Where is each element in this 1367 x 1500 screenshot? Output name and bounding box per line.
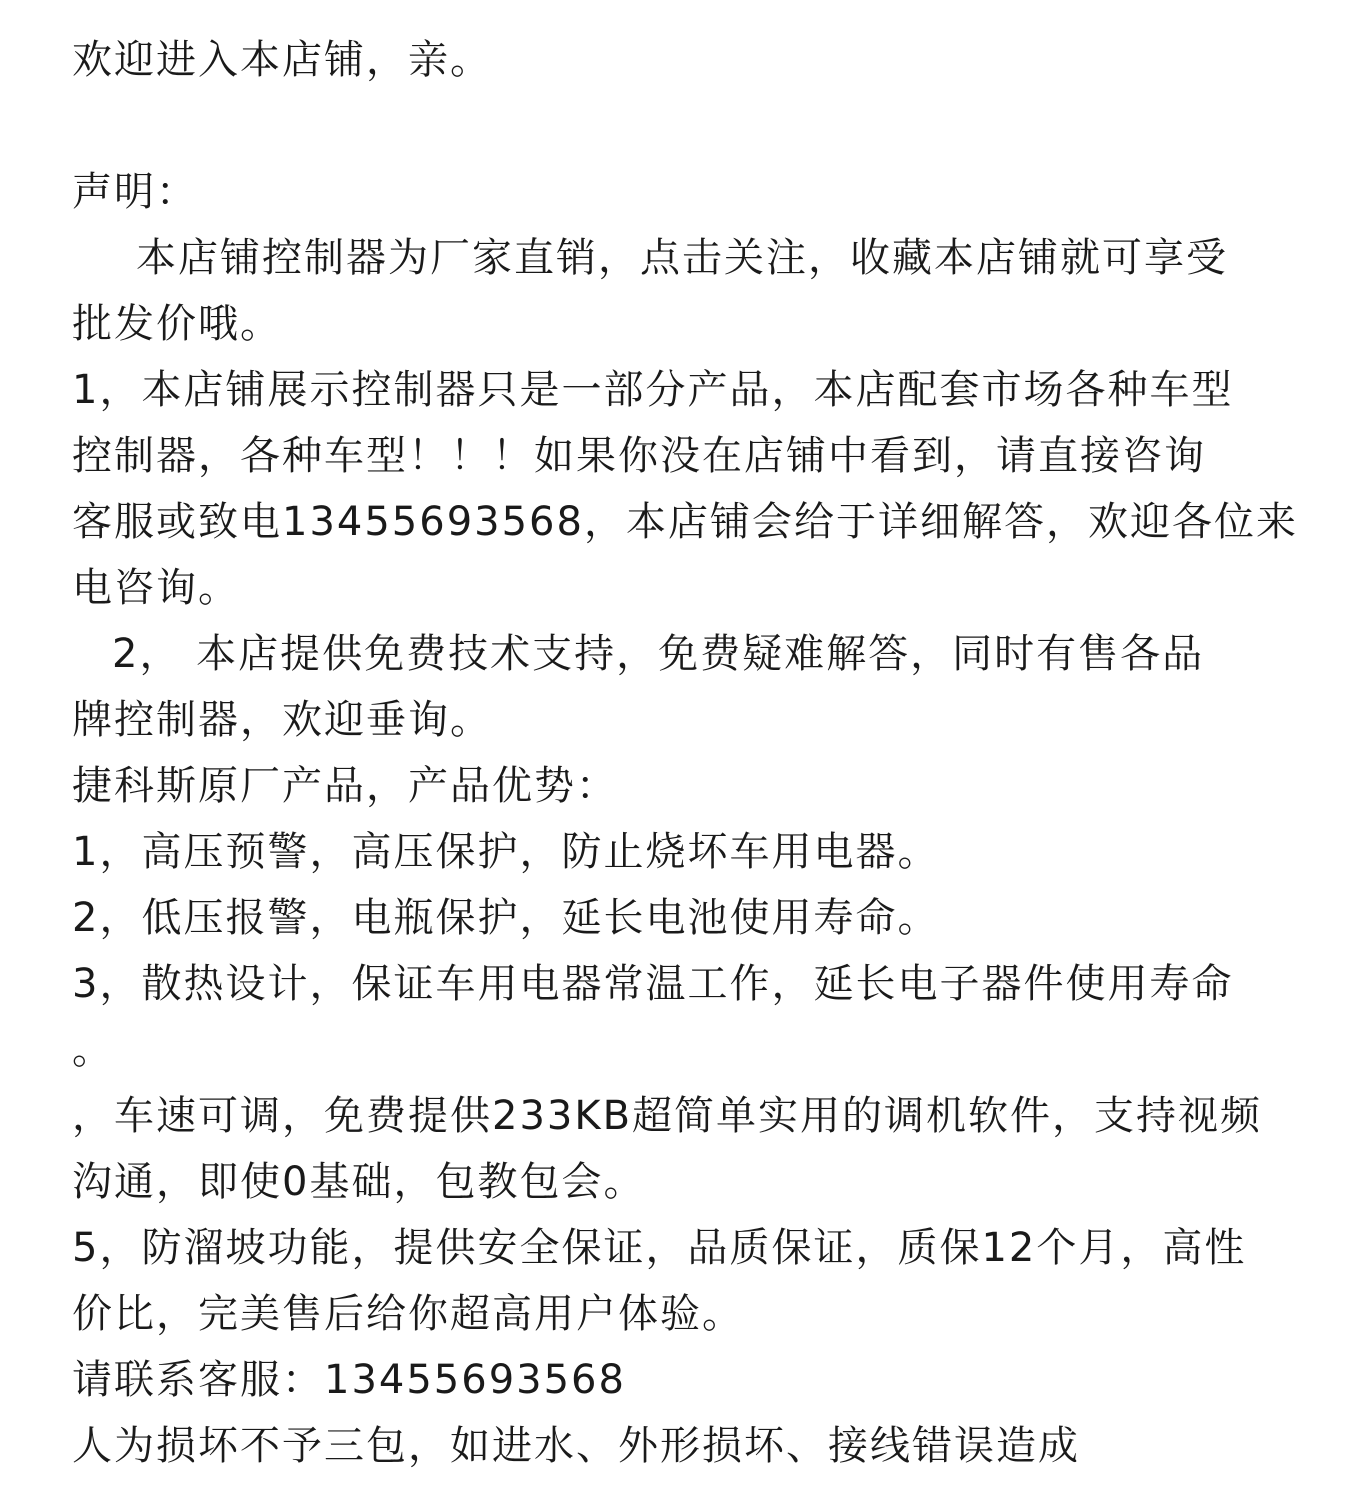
advantages-heading: 捷科斯原厂产品，产品优势： [72,763,618,809]
advantage-item: ，车速可调，免费提供233KB超简单实用的调机软件，支持视频 [72,1093,1263,1139]
statement-heading: 声明： [72,169,198,215]
advantage-item: 3，散热设计，保证车用电器常温工作，延长电子器件使用寿命 [72,961,1234,1007]
paragraph-line: 电咨询。 [72,565,240,611]
warranty-line: 人为损坏不予三包，如进水、外形损坏、接线错误造成 [72,1423,1080,1469]
store-notice-document [72,27,1298,1479]
advantage-item: 5，防溜坡功能，提供安全保证，品质保证，质保12个月，高性 [72,1225,1247,1271]
paragraph-line: 控制器，各种车型！！！如果你没在店铺中看到，请直接咨询 [72,433,1206,479]
paragraph-line: 价比，完美售后给你超高用户体验。 [72,1291,744,1337]
paragraph-line: 牌控制器，欢迎垂询。 [72,697,492,743]
paragraph-line: 1，本店铺展示控制器只是一部分产品，本店配套市场各种车型 [72,367,1234,413]
paragraph-line: 沟通，即使0基础，包教包会。 [72,1159,646,1205]
paragraph-line: 批发价哦。 [72,301,282,347]
contact-line: 请联系客服：13455693568 [72,1357,626,1403]
paragraph-line: 本店铺控制器为厂家直销，点击关注，收藏本店铺就可享受 [136,235,1228,281]
advantage-item: 2，低压报警，电瓶保护，延长电池使用寿命。 [72,895,940,941]
welcome-line: 欢迎进入本店铺，亲。 [72,37,492,83]
paragraph-line: 2， 本店提供免费技术支持，免费疑难解答，同时有售各品 [112,631,1205,677]
blank-line [72,93,1287,159]
advantage-item: 1，高压预警，高压保护，防止烧坏车用电器。 [72,829,940,875]
paragraph-line: 客服或致电13455693568，本店铺会给于详细解答，欢迎各位来 [72,499,1298,545]
paragraph-line: 。 [72,1027,114,1073]
